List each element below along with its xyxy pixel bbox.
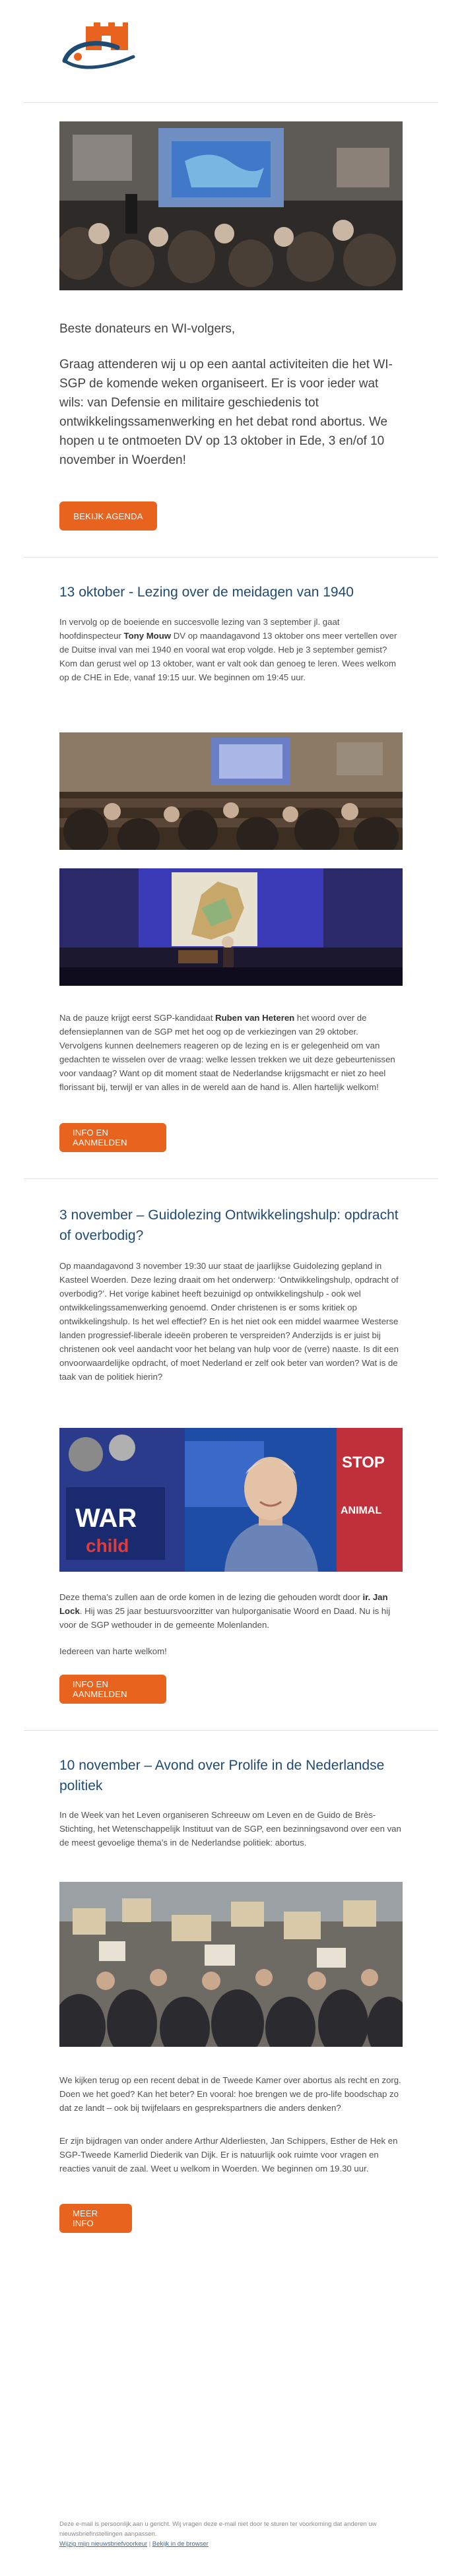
section3-title: 10 november – Avond over Prolife in de Nederlandse politiek [59,1758,385,1793]
unsubscribe-link[interactable]: Wijzig mijn nieuwsbriefvoorkeur [59,2540,148,2548]
footer-notice: Deze e-mail is persoonlijk aan u gericht. Wij vragen deze e-mail niet door te sturen ter voorkoming dat anderen uw nieuwsbriefinstellingen aanpassen. [59,2521,377,2538]
poster-child-text: child [86,1535,129,1556]
info-register-button-1[interactable]: INFO EN AANMELDEN [59,1123,166,1152]
view-in-browser-link[interactable]: Bekijk in de browser [152,2540,209,2548]
poster-war-text: WAR [75,1504,137,1533]
section2-paragraph-2: Deze thema’s zullen aan de orde komen in de lezing die gehouden wordt door ir. Jan Lock. Hij was 25 jaar bestuursvoorzitter van hulporganisatie Woord en Daad. Nu is hij voor de SGP wethouder in de gemeente Molenlanden. [59,1592,391,1630]
footer-separator: | [148,2540,151,2548]
header-divider [24,102,438,103]
section3-paragraph-1: In de Week van het Leven organiseren Schreeuw om Leven en de Guido de Brès-Stichting, het Wetenschappelijk Instituut van de SGP, een bezinningsavond over een van de meest gevoelige thema’s in de Nederlandse politiek: abortus. [59,1810,401,1848]
section-divider [24,557,438,558]
more-info-button[interactable]: MEER INFO [59,2204,132,2233]
speaker-jan-lock-photo [59,1428,403,1572]
section3-paragraph-2: We kijken terug op een recent debat in de Tweede Kamer over abortus als recht en zorg. Doen we het goed? Kan het beter? En vooral: hoe brengen we de pro-life boodschap zo dat ze landt – ook bij twijfelaars en gesprekspartners die anders denken? [59,2075,401,2113]
section-divider [24,1178,438,1179]
section-divider [24,1730,438,1731]
section1-paragraph-2: Na de pauze krijgt eerst SGP-kandidaat Ruben van Heteren het woord over de defensieplannen van de SGP met het oog op de verkiezingen van 29 oktober. Vervolgens kunnen deelnemers reageren op de lezing en is er gelegenheid om van gedachten te wisselen over de vraag: welke lessen trekken we uit deze gebeurtenissen voor vandaag? Want op dit moment staat de Nederlandse krijgsmacht er niet zo heel florissant bij, terwijl er van alles in de wereld aan de hand is. Allen hartelijk welkom! [59,1013,395,1092]
section2-paragraph-3: Iedereen van harte welkom! [59,1646,167,1656]
section1-paragraph-1: In vervolg op de boeiende en succesvolle lezing van 3 september jl. gaat hoofdinspecteur Tony Mouw DV op maandagavond 13 oktober ons meer vertellen over de Duitse inval van mei 1940 en vooral wat erop volgde. Heb je 3 september gemist? Kom dan gerust wel op 13 oktober, want er valt ook dan genoeg te leren. Wees welkom op de CHE in Ede, vanaf 19:15 uur. We beginnen om 19:45 uur. [59,617,397,682]
section2-title: 3 november – Guidolezing Ontwikkelingshulp: opdracht of overbodig? [59,1208,399,1243]
intro-text: Graag attenderen wij u op een aantal activiteiten die het WI-SGP de komende weken organiseert. Er is voor ieder wat wils: van Defensie en militaire geschiedenis tot ontwikkelingssamenwerking en het debat rond abortus. We hopen u te ontmoeten DV op 13 oktober in Ede, 3 en/of 10 november in Woerden! [59,358,393,467]
view-agenda-button[interactable]: BEKIJK AGENDA [59,501,157,531]
netherlands-map-presentation-photo [59,868,403,986]
section3-paragraph-3: Er zijn bijdragen van onder andere Arthur Alderliesten, Jan Schippers, Esther de Hek en SGP-Tweede Kamerlid Diederik van Dijk. Er is natuurlijk ook ruimte voor vragen en reacties vanuit de zaal. Weet u welkom in Woerden. We beginnen om 19.30 uur. [59,2136,398,2174]
intro-greeting: Beste donateurs en WI-volgers, [59,322,236,336]
prolife-demonstration-photo [59,1882,403,2047]
wi-sgp-logo[interactable] [59,20,139,83]
lecture-audience-photo [59,732,403,850]
poster-stop-text: STOP [342,1454,385,1471]
section2-paragraph-1: Op maandagavond 3 november 19:30 uur staat de jaarlijkse Guidolezing gepland in Kasteel Woerden. Deze lezing draait om het onderwerp: ‘Ontwikkelingshulp, opdracht of overbodig?’. Het vorige kabinet heeft bezuinigd op ontwikkelingshulp - ook wel ontwikkelingssamenwerking genoemd. Onder christenen is er soms kritiek op ontwikkelingshulp. Is het wel effectief? En is het niet ook een middel waarmee Westerse landen progressief-liberale ideeën proberen te verspreiden? Anderzijds is er juist bij christenen ook veel aandacht voor het belang van hulp voor de (verre) naaste. Is dit een onvoorwaardelijke opdracht, of moet Nederland er zelf ook beter van worden? Wat is de taak van de politiek hierin? [59,1261,399,1382]
poster-animal-text: ANIMAL [341,1505,382,1516]
newsletter-footer [59,2519,403,2549]
lecture-hall-photo [59,121,403,290]
info-register-button-2[interactable]: INFO EN AANMELDEN [59,1675,166,1704]
section1-title: 13 oktober - Lezing over de meidagen van 1940 [59,585,354,600]
